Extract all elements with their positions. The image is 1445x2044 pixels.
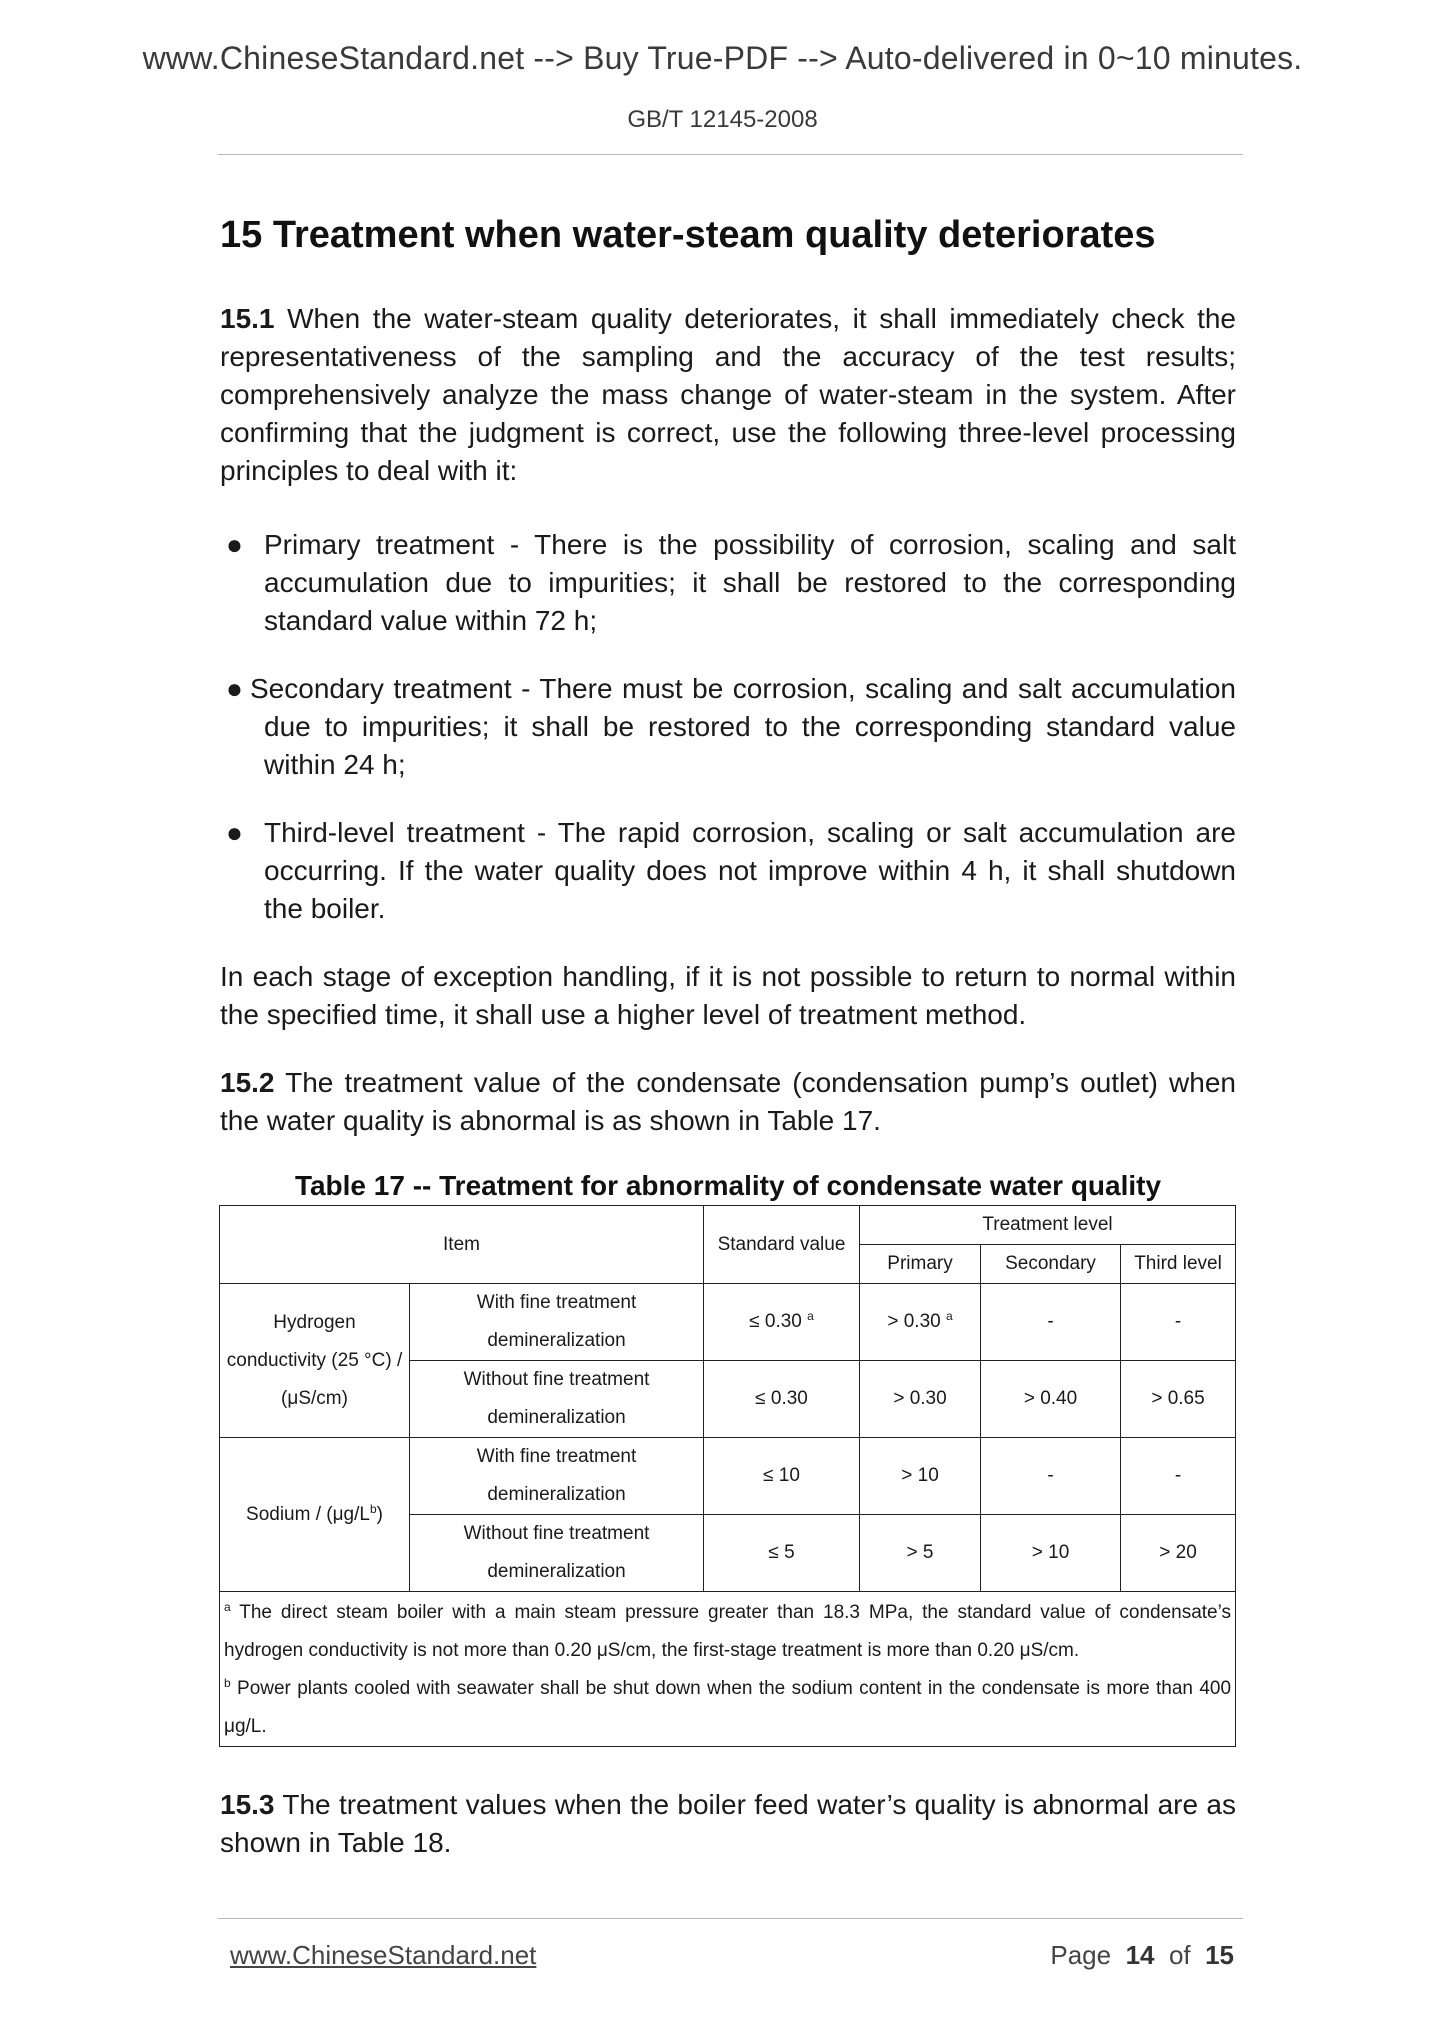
standard-value-cell: ≤ 5 <box>704 1515 860 1592</box>
header-treatment-level: Treatment level <box>860 1206 1236 1245</box>
table-footnotes <box>220 1592 1236 1747</box>
third-level-cell: - <box>1121 1284 1236 1361</box>
secondary-cell: - <box>981 1284 1121 1361</box>
header-secondary: Secondary <box>981 1245 1121 1284</box>
paragraph-15-3 <box>220 1786 1236 1862</box>
header-banner: www.ChineseStandard.net --> Buy True-PDF --> Auto-delivered in 0~10 minutes. <box>142 40 1303 76</box>
paragraph-15-1 <box>220 300 1236 490</box>
bullet-dot-icon: ● <box>226 529 243 560</box>
table-row <box>220 1284 1236 1361</box>
standard-value-cell: ≤ 10 <box>704 1438 860 1515</box>
page-number: Page 14 of 15 <box>1050 1940 1234 1970</box>
bullet-secondary <box>226 670 1236 784</box>
bullet-text: Primary treatment - There is the possibility of corrosion, scaling and salt accumulation due to impurities; it shall be restored to the corresponding standard value within 72 h; <box>264 529 1236 636</box>
condition-cell: With fine treatment demineralization <box>410 1284 704 1361</box>
paragraph-text: The treatment values when the boiler feed water’s quality is abnormal are as shown in Table 18. <box>220 1789 1236 1858</box>
footnote-ref: a <box>945 1309 953 1323</box>
condition-cell: Without fine treatment demineralization <box>410 1515 704 1592</box>
bullet-text: Secondary treatment - There must be corrosion, scaling and salt accumulation due to impurities; it shall be restored to the corresponding standard value within 24 h; <box>250 673 1236 780</box>
table-17 <box>219 1205 1236 1747</box>
document-id: GB/T 12145-2008 <box>627 106 818 133</box>
primary-cell: > 10 <box>860 1438 981 1515</box>
footnote-a: $^a$ The direct steam boiler with a main steam pressure greater than 18.3 MPa, the standard value of condensate’s hydrogen conductivity is not more than 0.20 μS/cm, the first-stage treatment is more than 0.20 μS/cm. <box>224 1600 1232 1661</box>
paragraph-15-2 <box>220 1064 1236 1140</box>
primary-cell: > 0.30 $^a$ <box>860 1284 981 1361</box>
bullet-primary <box>226 526 1236 640</box>
footnote-ref: a <box>807 1309 814 1323</box>
bullet-text: Third-level treatment - The rapid corrosion, scaling or salt accumulation are occurring. If the water quality does not improve within 4 h, it shall shutdown the boiler. <box>264 817 1236 924</box>
footer-divider <box>218 1918 1243 1919</box>
secondary-cell: - <box>981 1438 1121 1515</box>
table-caption: Table 17 -- Treatment for abnormality of condensate water quality <box>294 1170 1162 1201</box>
bullet-dot-icon: ● <box>226 673 243 704</box>
header-item: Item <box>220 1206 704 1284</box>
item-sodium: Sodium / $(\mu g/L^b)$ <box>220 1438 410 1592</box>
footer-site-link[interactable]: www.ChineseStandard.net <box>230 1940 537 1970</box>
header-third-level: Third level <box>1121 1245 1236 1284</box>
condition-cell: Without fine treatment demineralization <box>410 1361 704 1438</box>
standard-value-cell: ≤ 0.30 <box>704 1361 860 1438</box>
clause-number: 15.2 <box>220 1067 275 1098</box>
clause-number: 15.3 <box>220 1789 275 1820</box>
footnote-ref: b <box>369 1501 377 1516</box>
bullet-dot-icon: ● <box>226 817 243 848</box>
third-level-cell: > 0.65 <box>1121 1361 1236 1438</box>
primary-cell: > 5 <box>860 1515 981 1592</box>
third-level-cell: - <box>1121 1438 1236 1515</box>
paragraph-text: When the water-steam quality deteriorates, it shall immediately check the representativeness of the sampling and the accuracy of the test results; comprehensively analyze the mass change of water-steam in the system. After confirming that the judgment is correct, use the following three-level processing principles to deal with it: <box>220 303 1236 486</box>
table-notes-row <box>220 1592 1236 1747</box>
condition-cell: With fine treatment demineralization <box>410 1438 704 1515</box>
secondary-cell: > 0.40 <box>981 1361 1121 1438</box>
paragraph-exception: In each stage of exception handling, if it is not possible to return to normal within the specified time, it shall use a higher level of treatment method. <box>220 961 1236 1030</box>
paragraph-text: The treatment value of the condensate (condensation pump’s outlet) when the water quality is abnormal is as shown in Table 17. <box>220 1067 1236 1136</box>
standard-value-cell: ≤ 0.30 $^a$ <box>704 1284 860 1361</box>
table-header-row <box>220 1206 1236 1245</box>
footnote-b: $^b$ Power plants cooled with seawater shall be shut down when the sodium content in the condensate is more than 400 μg/L. <box>224 1676 1232 1737</box>
header-standard-value: Standard value <box>704 1206 860 1284</box>
secondary-cell: > 10 <box>981 1515 1121 1592</box>
primary-cell: > 0.30 <box>860 1361 981 1438</box>
section-title: 15 Treatment when water-steam quality deteriorates <box>220 214 1156 256</box>
table-row <box>220 1438 1236 1515</box>
third-level-cell: > 20 <box>1121 1515 1236 1592</box>
header-primary: Primary <box>860 1245 981 1284</box>
item-hydrogen-conductivity: Hydrogen conductivity (25 °C) / (μS/cm) <box>220 1284 410 1438</box>
clause-number: 15.1 <box>220 303 275 334</box>
bullet-third-level <box>226 814 1236 928</box>
header-divider <box>218 154 1243 155</box>
